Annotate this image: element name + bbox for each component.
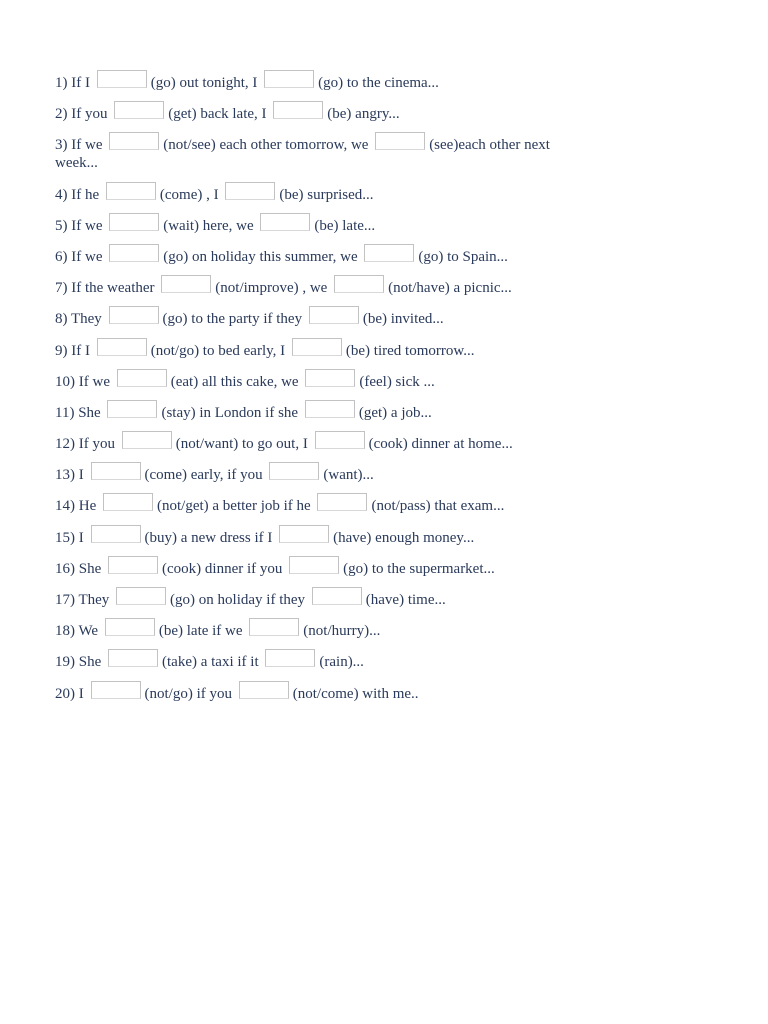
exercise-sentence-6: [55, 244, 555, 266]
exercise-sentence-12: [55, 431, 555, 453]
sentence-text: (buy) a new dress if I: [144, 529, 273, 546]
answer-input-5-1[interactable]: [109, 213, 159, 231]
sentence-text: 6) If we: [55, 248, 103, 265]
answer-input-1-2[interactable]: [264, 70, 314, 88]
sentence-text: 1) If I: [55, 75, 90, 91]
exercise-sentence-19: [55, 649, 555, 671]
sentence-text: (be) late if we: [158, 623, 243, 640]
sentence-text: 12) If you: [55, 436, 115, 453]
sentence-text: (be) late...: [314, 217, 376, 234]
exercise-sentence-18: [55, 618, 555, 640]
answer-input-12-2[interactable]: [315, 431, 365, 449]
sentence-text: 4) If he: [55, 186, 100, 203]
exercise-sentence-13: [55, 462, 555, 484]
exercise-sentence-4: [55, 182, 555, 204]
answer-input-17-2[interactable]: [312, 587, 362, 605]
sentence-text: (not/improve) , we: [215, 280, 328, 297]
answer-input-11-2[interactable]: [305, 400, 355, 418]
sentence-text: (not/go) if you: [144, 685, 232, 702]
exercise-sentence-2: [55, 101, 555, 123]
exercise-sentence-17: [55, 587, 555, 609]
sentence-text: (get) a job...: [358, 404, 432, 421]
sentence-text: 10) If we: [55, 373, 110, 390]
exercise-sentence-10: [55, 369, 555, 391]
sentence-text: (be) tired tomorrow...: [345, 342, 475, 359]
sentence-text: (go) on holiday if they: [170, 592, 306, 608]
answer-input-13-2[interactable]: [269, 462, 319, 480]
answer-input-14-2[interactable]: [317, 493, 367, 511]
sentence-text: (be) angry...: [327, 106, 400, 123]
answer-input-7-2[interactable]: [334, 275, 384, 293]
answer-input-20-1[interactable]: [91, 681, 141, 699]
answer-input-16-1[interactable]: [108, 556, 158, 574]
exercise-sentence-5: [55, 213, 555, 235]
sentence-text: (go) to the party if they: [162, 311, 303, 328]
sentence-text: (be) invited...: [362, 311, 444, 328]
answer-input-17-1[interactable]: [116, 587, 166, 605]
exercise-sentence-7: [55, 275, 555, 297]
sentence-text: 14) He: [55, 498, 97, 515]
sentence-text: (see)each other next week...: [55, 137, 550, 172]
sentence-text: 13) I: [55, 467, 84, 484]
sentence-text: 8) They: [55, 311, 102, 328]
answer-input-3-2[interactable]: [375, 132, 425, 150]
answer-input-16-2[interactable]: [289, 556, 339, 574]
sentence-text: (stay) in London if she: [161, 404, 299, 421]
exercise-sentence-16: [55, 556, 555, 578]
sentence-text: (not/get) a better job if he: [157, 498, 311, 515]
exercise-sentence-1: [55, 70, 555, 92]
exercise-sentence-8: [55, 306, 555, 328]
sentence-text: (eat) all this cake, we: [170, 373, 299, 390]
sentence-text: (not/have) a picnic...: [388, 280, 512, 297]
sentence-text: 3) If we: [55, 137, 103, 154]
sentence-text: 7) If the weather: [55, 280, 155, 297]
sentence-text: (rain)...: [319, 654, 364, 671]
exercise-sentence-11: [55, 400, 555, 422]
sentence-text: 19) She: [55, 654, 102, 671]
exercise-sentence-20: [55, 681, 555, 703]
sentence-text: (go) out tonight, I: [150, 75, 258, 91]
sentence-text: (go) on holiday this summer, we: [163, 248, 358, 265]
sentence-text: 11) She: [55, 404, 101, 421]
answer-input-20-2[interactable]: [239, 681, 289, 699]
answer-input-18-1[interactable]: [105, 618, 155, 636]
sentence-text: 20) I: [55, 685, 84, 702]
answer-input-11-1[interactable]: [107, 400, 157, 418]
sentence-text: (not/see) each other tomorrow, we: [163, 137, 369, 154]
answer-input-4-2[interactable]: [225, 182, 275, 200]
answer-input-18-2[interactable]: [249, 618, 299, 636]
sentence-text: 9) If I: [55, 342, 90, 359]
answer-input-5-2[interactable]: [260, 213, 310, 231]
sentence-text: (not/hurry)...: [303, 623, 381, 640]
answer-input-13-1[interactable]: [91, 462, 141, 480]
answer-input-4-1[interactable]: [106, 182, 156, 200]
sentence-text: 15) I: [55, 529, 84, 546]
answer-input-3-1[interactable]: [109, 132, 159, 150]
sentence-text: 5) If we: [55, 217, 103, 234]
sentence-text: (feel) sick ...: [359, 373, 435, 390]
answer-input-8-1[interactable]: [109, 306, 159, 324]
sentence-text: (go) to the cinema...: [318, 75, 439, 91]
answer-input-6-1[interactable]: [109, 244, 159, 262]
sentence-text: 17) They: [55, 592, 110, 608]
answer-input-15-1[interactable]: [91, 525, 141, 543]
answer-input-10-1[interactable]: [117, 369, 167, 387]
answer-input-12-1[interactable]: [122, 431, 172, 449]
sentence-text: (cook) dinner at home...: [368, 436, 513, 453]
exercise-sentence-15: [55, 525, 555, 547]
answer-input-2-1[interactable]: [114, 101, 164, 119]
sentence-text: 2) If you: [55, 106, 108, 123]
answer-input-7-1[interactable]: [161, 275, 211, 293]
answer-input-15-2[interactable]: [279, 525, 329, 543]
exercise-sentence-9: [55, 338, 555, 360]
exercise-worksheet: [55, 70, 555, 712]
sentence-text: (come) , I: [159, 186, 219, 203]
exercise-sentence-14: [55, 493, 555, 515]
sentence-text: (be) surprised...: [279, 186, 374, 203]
sentence-text: 16) She: [55, 560, 102, 577]
exercise-sentence-3: [55, 132, 555, 172]
answer-input-8-2[interactable]: [309, 306, 359, 324]
sentence-text: (go) to Spain...: [418, 248, 508, 265]
sentence-text: (not/come) with me..: [292, 685, 419, 702]
answer-input-2-2[interactable]: [273, 101, 323, 119]
sentence-text: (come) early, if you: [144, 467, 263, 484]
sentence-text: (have) time...: [365, 592, 446, 608]
sentence-text: (cook) dinner if you: [162, 560, 283, 577]
sentence-text: (have) enough money...: [333, 529, 475, 546]
answer-input-1-1[interactable]: [97, 70, 147, 88]
sentence-text: (not/want) to go out, I: [175, 436, 308, 453]
answer-input-9-1[interactable]: [97, 338, 147, 356]
answer-input-14-1[interactable]: [103, 493, 153, 511]
answer-input-19-1[interactable]: [108, 649, 158, 667]
sentence-text: 18) We: [55, 623, 99, 640]
sentence-text: (not/go) to bed early, I: [150, 342, 286, 359]
sentence-text: (go) to the supermarket...: [343, 560, 495, 577]
answer-input-9-2[interactable]: [292, 338, 342, 356]
answer-input-19-2[interactable]: [265, 649, 315, 667]
sentence-text: (not/pass) that exam...: [371, 498, 505, 515]
answer-input-10-2[interactable]: [305, 369, 355, 387]
sentence-text: (want)...: [323, 467, 374, 484]
sentence-text: (wait) here, we: [163, 217, 254, 234]
sentence-text: (take) a taxi if it: [162, 654, 259, 671]
sentence-text: (get) back late, I: [168, 106, 267, 123]
answer-input-6-2[interactable]: [364, 244, 414, 262]
